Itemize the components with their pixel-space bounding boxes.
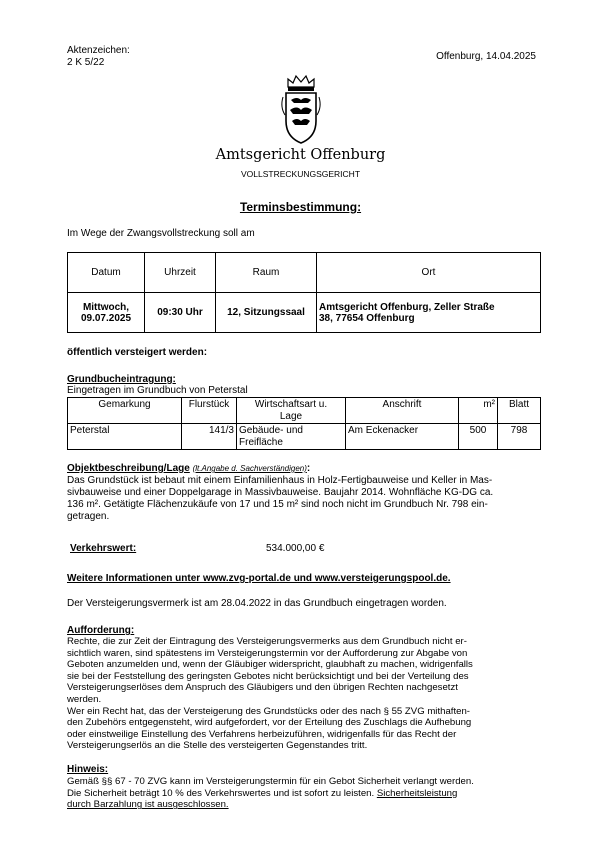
col-header-date: Datum [68,253,145,293]
date-weekday: Mittwoch, [82,301,130,313]
col-header-anschrift: Anschrift [346,398,459,424]
object-line: Das Grundstück ist bebaut mit einem Einfamilienhaus in Holz-Fertigbauweise und Keller in Mas- [67,475,493,486]
market-value-label: Verkehrswert: [70,543,137,554]
intro-text: Im Wege der Zwangsvollstreckung soll am [67,228,255,239]
col-header-m2: m² [459,398,498,424]
appointment-date [68,293,145,333]
land-register-heading: Grundbucheintragung: [67,374,176,385]
cell-wirtschaftsart: Gebäude- und Freifläche [237,424,346,450]
request-line: Versteigerungserlös an die Stelle des versteigerten Gegenstandes tritt. [67,740,368,752]
col-header-time: Uhrzeit [145,253,216,293]
col-header-place: Ort [317,253,541,293]
object-description [67,475,547,523]
request-line: sie bei der Feststellung des geringsten Gebotes nicht berücksichtigt und bei der Verteilung des [67,670,469,682]
file-reference: 2 K 5/22 [67,57,105,68]
object-line: getragen. [67,511,110,522]
col-header-blatt: Blatt [498,398,541,424]
cell-anschrift: Am Eckenacker [346,424,459,450]
appointment-room: 12, Sitzungssaal [216,293,317,333]
request-line: Versteigerungserlöses dem Anspruch des Gläubigers und den übrigen Rechten nachgesetzt [67,682,458,694]
request-line: werden. [67,693,102,705]
request-line: Geboten anzumelden und, wenn der Gläubiger widerspricht, glaubhaft zu machen, widrigenfalls [67,659,473,671]
object-heading: Objektbeschreibung/Lage (lt.Angabe d. Sachverständigen): [67,463,311,474]
hint-line: Die Sicherheit beträgt 10 % des Verkehrswertes und ist sofort zu leisten. Sicherheitsleistung [67,787,458,799]
more-info: Weitere Informationen unter www.zvg-portal.de und www.versteigerungspool.de. [67,573,451,584]
request-line: den Zubehörs entgegensteht, wird aufgefordert, vor der Erteilung des Zuschlags die Aufhebung [67,717,472,729]
appointment-place [317,293,541,333]
cell-gemarkung: Peterstal [68,424,182,450]
request-line: Wer ein Recht hat, das der Versteigerung des Grundstücks oder des nach § 55 ZVG mithaften- [67,705,470,717]
request-line: Rechte, die zur Zeit der Eintragung des Versteigerungsvermerks aus dem Grundbuch nicht er- [67,636,467,647]
cell-m2: 500 [459,424,498,450]
court-name: Amtsgericht Offenburg [215,147,386,163]
note-registered: Der Versteigerungsvermerk ist am 28.04.2022 in das Grundbuch eingetragen worden. [67,598,447,609]
coat-of-arms-icon [279,73,323,145]
place-line-1: Amtsgericht Offenburg, Zeller Straße [319,301,495,313]
court-department: VOLLSTRECKUNGSGERICHT [240,169,361,179]
object-line: sivbauweise und einer Doppelgarage in Massivbauweise. Baujahr 2014. Wohnfläche KG-DG ca. [67,487,494,498]
file-reference-label: Aktenzeichen: [67,45,130,56]
col-header-gemarkung: Gemarkung [68,398,182,424]
hint-text [67,776,547,811]
appointment-time: 09:30 Uhr [145,293,216,333]
request-heading: Aufforderung: [67,625,135,636]
hint-line: durch Barzahlung ist ausgeschlossen. [67,799,229,811]
request-text [67,636,547,752]
date-value: 09.07.2025 [80,312,132,324]
auction-line: öffentlich versteigert werden: [67,347,208,358]
place-date: Offenburg, 14.04.2025 [436,51,536,62]
market-value: 534.000,00 € [266,543,325,554]
appointment-table [67,252,541,333]
col-header-flurstueck: Flurstück [182,398,237,424]
request-line: sichtlich waren, sind spätestens im Versteigerungstermin vor der Aufforderung zur Abgabe von [67,647,468,659]
land-register-table [67,397,541,450]
request-line: oder einstweilige Einstellung des Verfahrens herbeizuführen, widrigenfalls für das Recht der [67,728,457,740]
object-line: 136 m². Getätigte Flächenzukäufe von 17 und 15 m² sind noch nicht im Grundbuch Nr. 798 ein- [67,499,488,510]
object-heading-note: (lt.Angabe d. Sachverständigen) [192,464,307,473]
hint-heading: Hinweis: [67,764,109,775]
cell-flurstueck: 141/3 [182,424,237,450]
page-title: Terminsbestimmung: [239,200,362,214]
land-register-subheading: Eingetragen im Grundbuch von Peterstal [67,385,248,396]
place-line-2: 38, 77654 Offenburg [319,312,415,324]
hint-line: Gemäß §§ 67 - 70 ZVG kann im Versteigerungstermin für ein Gebot Sicherheit verlangt werden. [67,776,474,787]
col-header-wirtschaftsart: Wirtschaftsart u. Lage [237,398,346,424]
col-header-room: Raum [216,253,317,293]
cell-blatt: 798 [498,424,541,450]
